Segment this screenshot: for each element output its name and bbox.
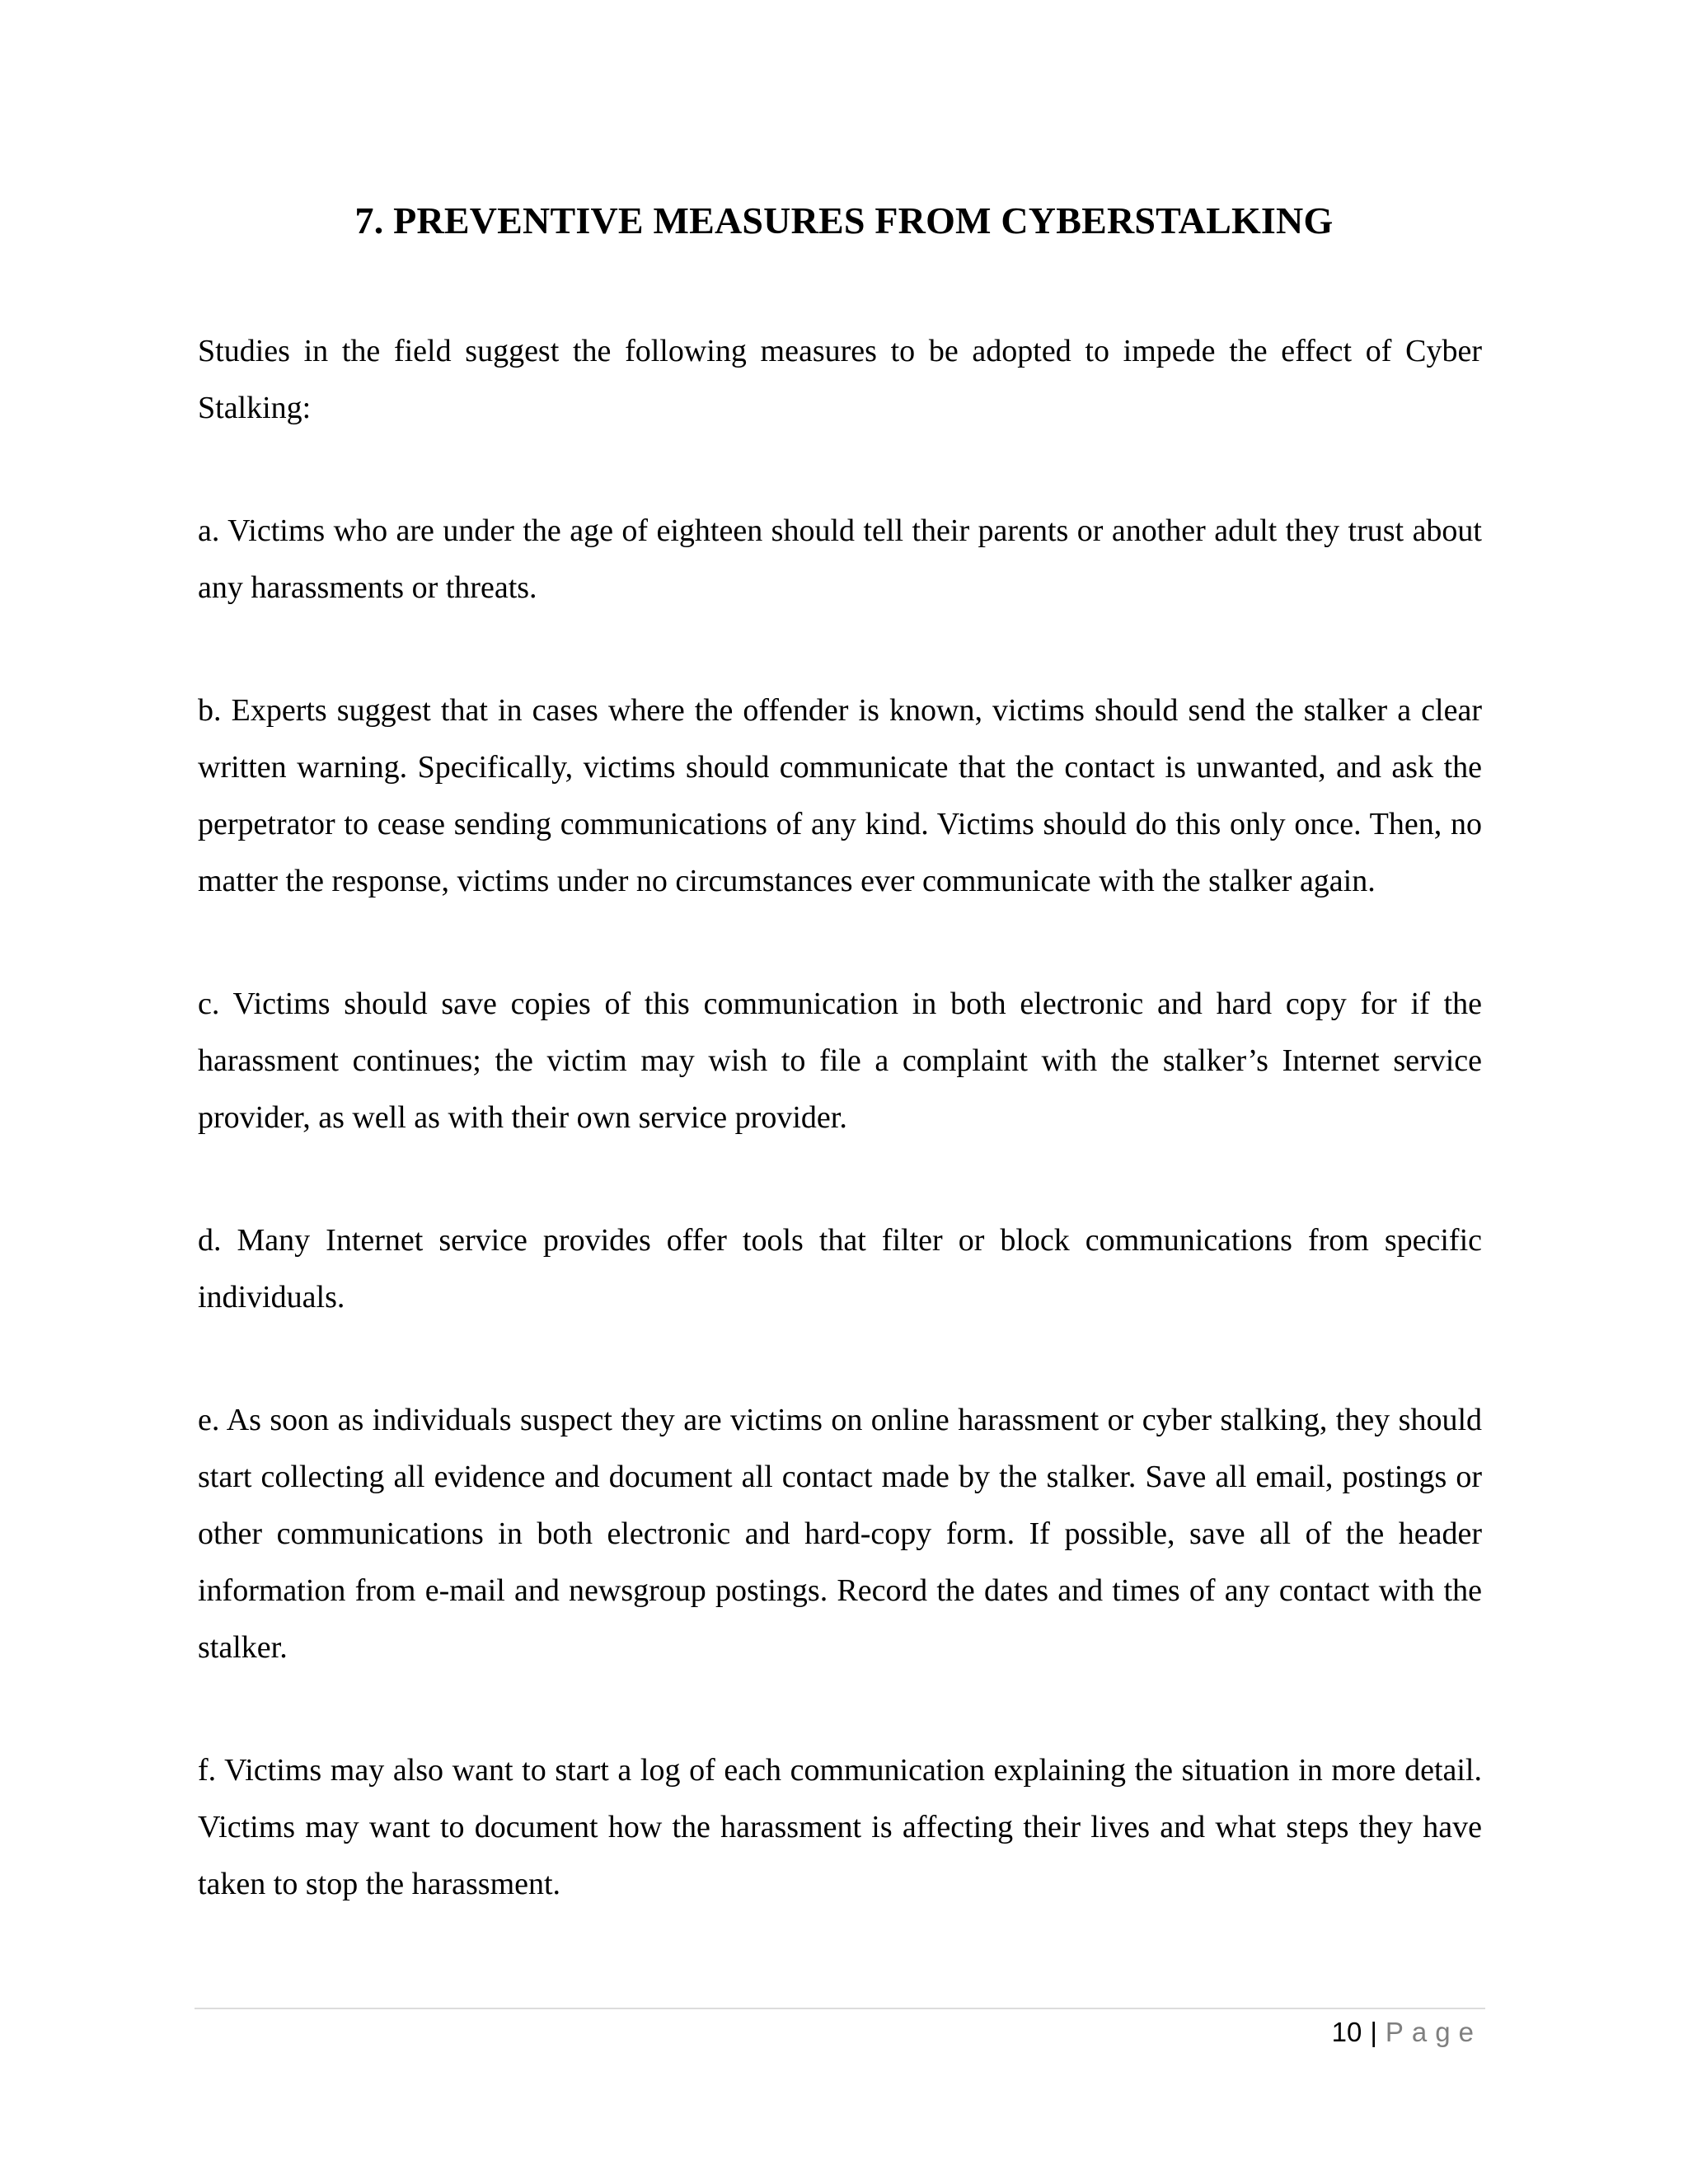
measure-b-paragraph: b. Experts suggest that in cases where the offender is known, victims should send the stalker a clear written warning. Specifically, victims should communicate that the contact is unwanted, and ask the perpetrator to cease sending communications of any kind. Victims should do this only once. Then, no matter the response, victims under no circumstances ever communicate with the stalker again. — [198, 693, 1482, 898]
page-label: Page — [1385, 2017, 1482, 2047]
footer-separator: | — [1370, 2017, 1377, 2047]
measure-a-paragraph: a. Victims who are under the age of eighteen should tell their parents or another adult they trust about any harassments or threats. — [198, 513, 1482, 605]
measure-e-paragraph: e. As soon as individuals suspect they are victims on online harassment or cyber stalking, they should start collecting all evidence and document all contact made by the stalker. Save all email, postings or other communications in both electronic and hard-copy form. If possible, save all of the header information from e-mail and newsgroup postings. Record the dates and times of any contact with the stalker. — [198, 1403, 1482, 1665]
footer-divider — [195, 2008, 1485, 2009]
measure-d-paragraph: d. Many Internet service provides offer tools that filter or block communications from specific individuals. — [198, 1223, 1482, 1315]
page-footer — [1332, 2008, 1482, 2057]
page-title: 7. PREVENTIVE MEASURES FROM CYBERSTALKING — [354, 199, 1334, 241]
page-number: 10 — [1331, 2017, 1362, 2047]
body-text — [198, 323, 1482, 1979]
intro-paragraph: Studies in the field suggest the following measures to be adopted to impede the effect of Cyber Stalking: — [198, 334, 1482, 425]
measure-c-paragraph: c. Victims should save copies of this communication in both electronic and hard copy for if the harassment continues; the victim may wish to file a complaint with the stalker’s Internet service provider, as well as with their own service provider. — [198, 987, 1482, 1135]
measure-f-paragraph: f. Victims may also want to start a log of each communication explaining the situation in more detail. Victims may want to document how the harassment is affecting their lives and what steps they have taken to stop the harassment. — [198, 1753, 1482, 1901]
